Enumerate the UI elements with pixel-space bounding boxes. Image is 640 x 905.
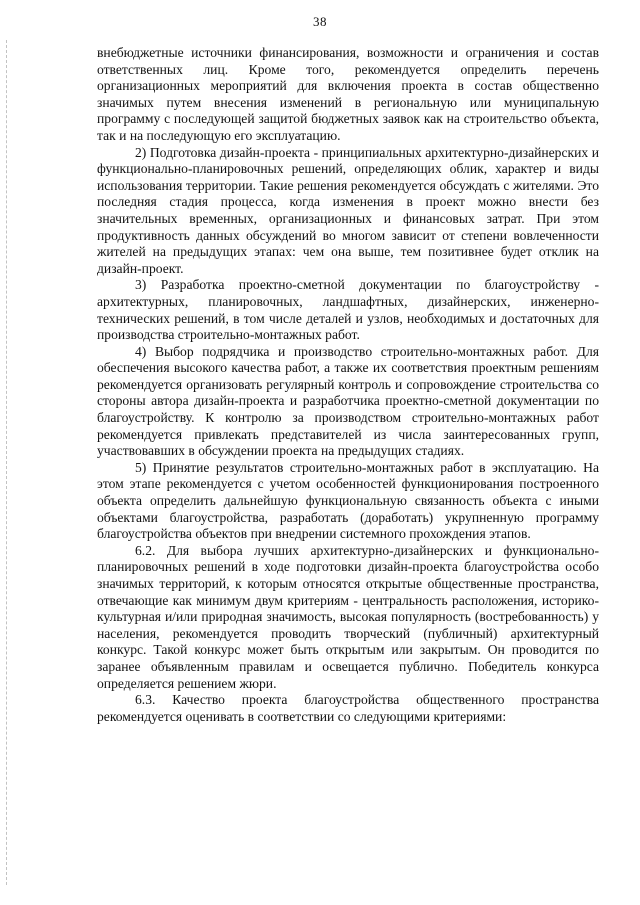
paragraph-step-2-design-project: 2) Подготовка дизайн-проекта - принципиальных архитектурно-дизайнерских и функционально-планировочных решений, определяющих облик, характер и виды использования территории. Такие решения рекомендуется обсуждать с жителями. Это последняя стадия процесса, когда изменения в проект можно внести без значительных временных, организационных и финансовых затрат. При этом продуктивность данных обсуждений во многом зависит от степени вовлеченности жителей на предыдущих этапах: чем она выше, тем позитивнее будет отклик на дизайн-проект. <box>97 144 599 276</box>
paragraph-step-5-acceptance: 5) Принятие результатов строительно-монтажных работ в эксплуатацию. На этом этапе рекомендуется с учетом особенностей функционирования построенного объекта определить дальнейшую функциональную связанность объекта с иными объектами благоустройства, разработать (доработать) укрупненную программу благоустройства объектов при внедрении системного прохождения этапов. <box>97 459 599 542</box>
page-number: 38 <box>313 14 327 29</box>
scan-edge-artifact <box>6 40 7 885</box>
paragraph-6-2-competition: 6.2. Для выбора лучших архитектурно-дизайнерских и функционально-планировочных решений в ходе подготовки дизайн-проекта благоустройства особо значимых территорий, к которым относятся открытые общественные пространства, отвечающие как минимум двум критериям - центральность расположения, историко-культурная и/или природная значимость, высокая популярность (востребованность) у населения, рекомендуется проводить творческий (публичный) архитектурный конкурс. Такой конкурс может быть открытым или закрытым. Он проводится по заранее объявленным правилам и освещается публично. Победитель конкурса определяется решением жюри. <box>97 542 599 691</box>
paragraph-financing-continuation: внебюджетные источники финансирования, возможности и ограничения и состав ответственных лиц. Кроме того, рекомендуется определить перечень организационных мероприятий для включения проекта в состав общественно значимых путем внесения изменений в региональную или муниципальную программу с последующей защитой бюджетных заявок как на строительство объекта, так и на последующую его эксплуатацию. <box>97 45 599 143</box>
paragraph-step-3-documentation: 3) Разработка проектно-сметной документации по благоустройству - архитектурных, планировочных, ландшафтных, дизайнерских, инженерно-технических решений, в том числе деталей и узлов, необходимых и достаточных для производства строительно-монтажных работ. <box>97 277 599 343</box>
paragraph-6-3-quality-criteria: 6.3. Качество проекта благоустройства общественного пространства рекомендуется оценивать в соответствии со следующими критериями: <box>97 692 599 724</box>
paragraph-step-4-contractor: 4) Выбор подрядчика и производство строительно-монтажных работ. Для обеспечения высокого качества работ, а также их соответствия проектным решениям рекомендуется организовать регулярный контроль и сопровождение строительства со стороны автора дизайн-проекта и разработчика проектно-сметной документации по благоустройству. К контролю за производством строительно-монтажных работ рекомендуется привлекать представителей из числа заинтересованных групп, участвовавших в обсуждении проекта на предыдущих стадиях. <box>97 343 599 459</box>
document-body <box>97 45 599 725</box>
